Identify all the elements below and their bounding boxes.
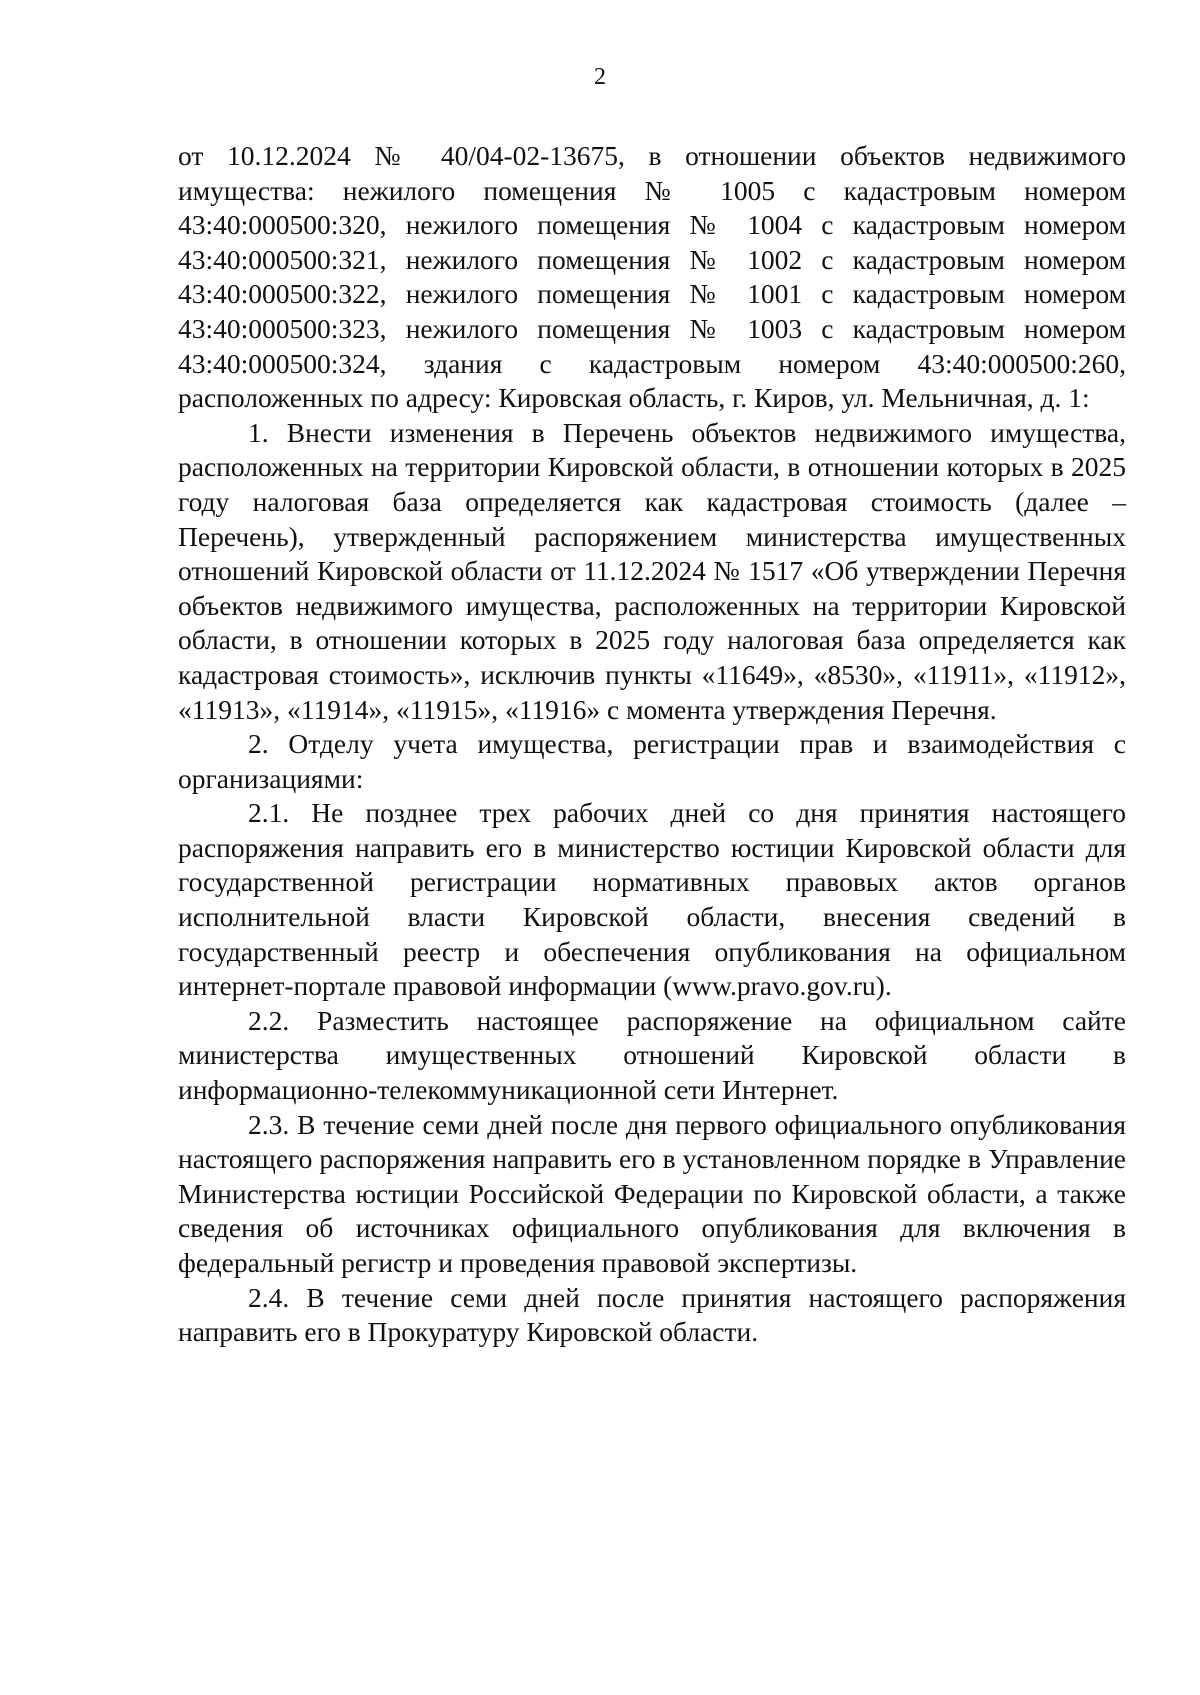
document-body (178, 139, 1126, 1350)
paragraph-item-2-1: 2.1. Не позднее трех рабочих дней со дня принятия настоящего распоряжения направить его в министерство юстиции Кировской области для государственной регистрации нормативных правовых актов органов исполнительной власти Кировской области, внесения сведений в государственный реестр и обеспечения опубликования на официальном интернет-портале правовой информации (www.pravo.gov.ru). (178, 797, 1126, 1002)
paragraph-item-2-4: 2.4. В течение семи дней после принятия настоящего распоряжения направить его в Прокуратуру Кировской области. (178, 1281, 1126, 1348)
page-number: 2 (594, 64, 606, 90)
paragraph-item-2-2: 2.2. Разместить настоящее распоряжение на официальном сайте министерства имущественных отношений Кировской области в информационно-телекоммуникационной сети Интернет. (178, 1004, 1126, 1106)
paragraph-item-2: 2. Отделу учета имущества, регистрации прав и взаимодействия с организациями: (178, 728, 1126, 794)
intro-paragraph: от 10.12.2024 № 40/04-02-13675, в отношении объектов недвижимого имущества: нежилого помещения № 1005 с кадастровым номером 43:40:000500:320, нежилого помещения № 1004 с кадастровым номером 43:40:000500:321, нежилого помещения № 1002 с кадастровым номером 43:40:000500:322, нежилого помещения № 1001 с кадастровым номером 43:40:000500:323, нежилого помещения № 1003 с кадастровым номером 43:40:000500:324, здания с кадастровым номером 43:40:000500:260, расположенных по адресу: Кировская область, г. Киров, ул. Мельничная, д. 1: (178, 140, 1126, 414)
paragraph-item-1: 1. Внести изменения в Перечень объектов недвижимого имущества, расположенных на территории Кировской области, в отношении которых в 2025 году налоговая база определяется как кадастровая стоимость (далее – Перечень), утвержденный распоряжением министерства имущественных отношений Кировской области от 11.12.2024 № 1517 «Об утверждении Перечня объектов недвижимого имущества, расположенных на территории Кировской области, в отношении которых в 2025 году налоговая база определяется как кадастровая стоимость», исключив пункты «11649», «8530», «11911», «11912», «11913», «11914», «11915», «11916» с момента утверждения Перечня. (178, 416, 1126, 725)
paragraph-item-2-3: 2.3. В течение семи дней после дня первого официального опубликования настоящего распоряжения направить его в установленном порядке в Управление Министерства юстиции Российской Федерации по Кировской области, а также сведения об источниках официального опубликования для включения в федеральный регистр и проведения правовой экспертизы. (178, 1108, 1126, 1278)
